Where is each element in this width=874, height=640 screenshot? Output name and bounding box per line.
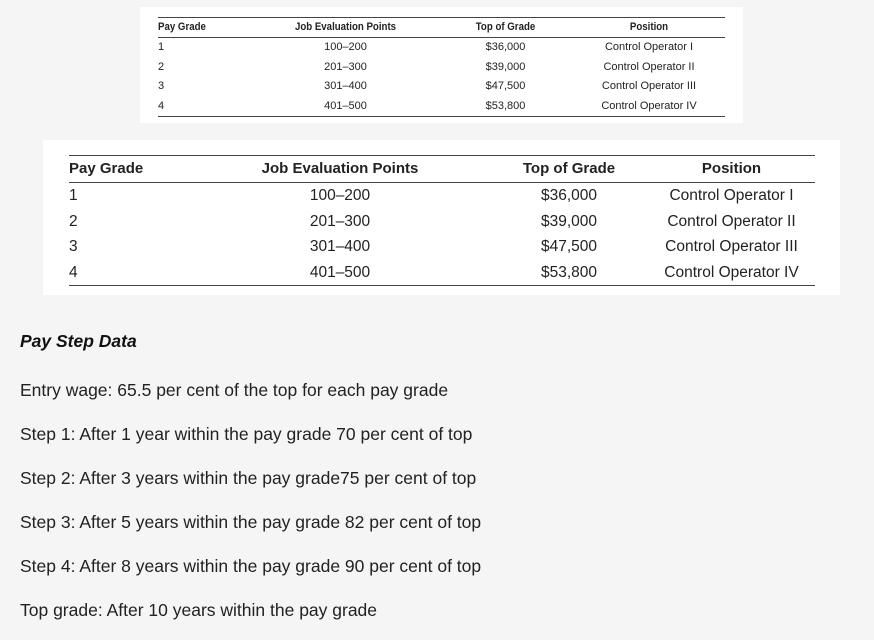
cell-position: Control Operator II <box>667 212 796 230</box>
header-top-of-grade: Top of Grade <box>446 18 565 38</box>
cell-top-of-grade: $47,500 <box>485 80 526 92</box>
pay-grade-table <box>158 17 725 117</box>
table-row <box>69 183 815 209</box>
table-header-row <box>158 18 725 38</box>
table-row <box>158 38 725 58</box>
step-2-line: Step 2: After 3 years within the pay grade75 per cent of top <box>20 468 477 488</box>
header-job-evaluation-points: Job Evaluation Points <box>264 18 427 38</box>
table-row <box>158 97 725 117</box>
step-3-line: Step 3: After 5 years within the pay grade 82 per cent of top <box>20 512 482 532</box>
cell-pay-grade: 4 <box>69 260 190 286</box>
cell-pay-grade: 1 <box>158 41 165 53</box>
cell-pay-grade: 1 <box>69 187 78 204</box>
pay-step-title: Pay Step Data <box>20 331 137 351</box>
header-position: Position <box>582 18 716 38</box>
cell-top-of-grade: $36,000 <box>540 187 598 204</box>
cell-position: Control Operator III <box>601 80 697 92</box>
cell-points: 100–200 <box>309 187 371 204</box>
header-position: Position <box>648 156 815 183</box>
header-job-evaluation-points: Job Evaluation Points <box>190 156 490 183</box>
cell-position: Control Operator I <box>604 41 694 53</box>
table-row <box>158 77 725 97</box>
cell-position: Control Operator III <box>665 238 798 255</box>
top-grade-line: Top grade: After 10 years within the pay grade <box>20 600 378 620</box>
pay-step-data <box>20 327 840 640</box>
header-pay-grade: Pay Grade <box>69 156 190 183</box>
table-row <box>69 260 815 286</box>
cell-top-of-grade: $53,800 <box>490 260 648 286</box>
cell-position: Control Operator IV <box>573 97 725 117</box>
cell-position: Control Operator IV <box>648 260 815 286</box>
header-top-of-grade: Top of Grade <box>490 156 648 183</box>
cell-points: 100–200 <box>324 41 367 53</box>
cell-position: Control Operator II <box>603 60 695 73</box>
cell-points: 301–400 <box>324 80 367 92</box>
cell-top-of-grade: $36,000 <box>485 41 526 53</box>
cell-pay-grade: 2 <box>69 212 78 230</box>
cell-pay-grade: 3 <box>158 80 165 92</box>
cell-points: 201–300 <box>309 212 371 230</box>
cell-points: 201–300 <box>324 60 367 73</box>
table-row <box>69 209 815 235</box>
cell-pay-grade: 2 <box>158 60 165 73</box>
table-row <box>69 234 815 260</box>
cell-top-of-grade: $39,000 <box>485 60 526 73</box>
header-pay-grade: Pay Grade <box>158 18 242 38</box>
step-1-line: Step 1: After 1 year within the pay grade 70 per cent of top <box>20 424 473 444</box>
entry-wage-line: Entry wage: 65.5 per cent of the top for each pay grade <box>20 380 449 400</box>
pay-grade-table-image-small <box>140 7 743 123</box>
cell-points: 401–500 <box>190 260 490 286</box>
pay-grade-table-image-large <box>43 140 840 295</box>
cell-top-of-grade: $39,000 <box>540 212 598 230</box>
table-row <box>158 58 725 78</box>
cell-top-of-grade: $47,500 <box>540 238 598 255</box>
cell-points: 401–500 <box>253 97 438 117</box>
cell-position: Control Operator I <box>669 187 794 204</box>
pay-grade-table <box>69 155 815 286</box>
cell-points: 301–400 <box>309 238 371 255</box>
step-4-line: Step 4: After 8 years within the pay grade 90 per cent of top <box>20 556 482 576</box>
table-header-row <box>69 156 815 183</box>
cell-pay-grade: 4 <box>158 97 253 117</box>
cell-top-of-grade: $53,800 <box>438 97 573 117</box>
cell-pay-grade: 3 <box>69 238 78 255</box>
